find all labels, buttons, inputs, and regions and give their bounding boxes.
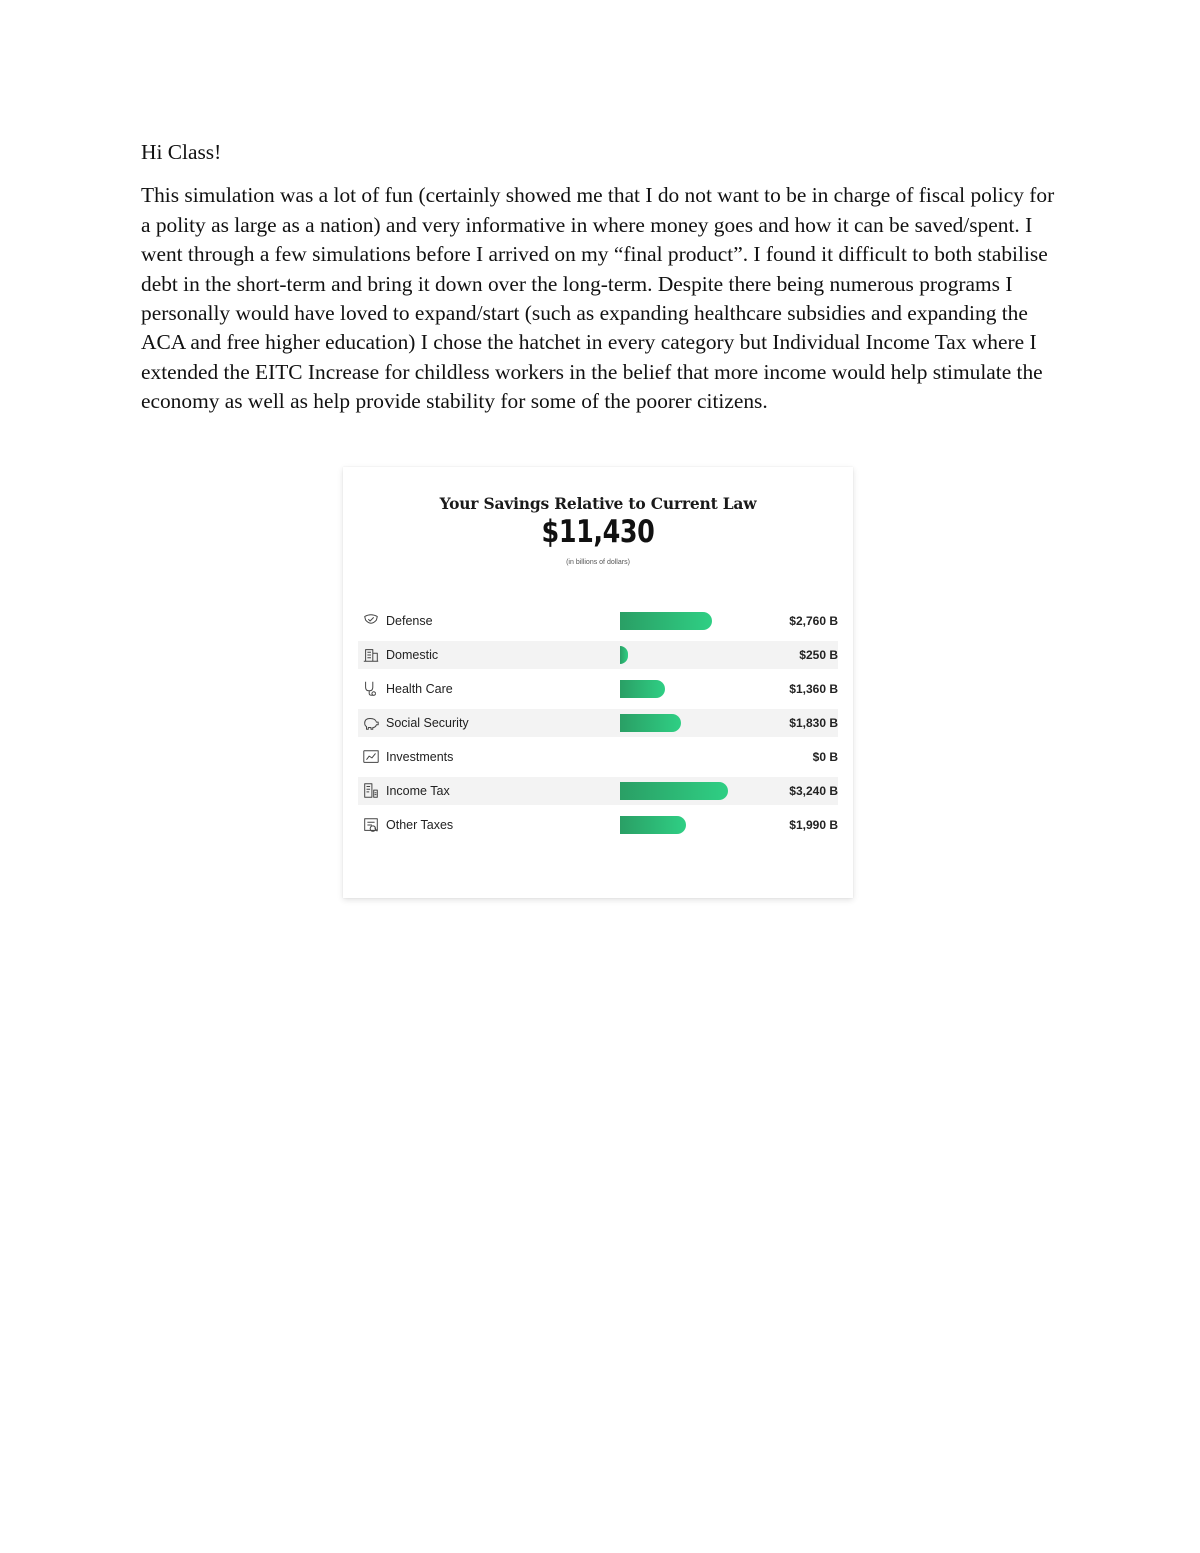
value-label: $0 B [812, 750, 838, 764]
savings-bar [620, 680, 665, 698]
value-label: $1,830 B [789, 716, 838, 730]
figure-title: Your Savings Relative to Current Law [439, 494, 757, 513]
unit-note: (in billions of dollars) [566, 559, 630, 566]
value-label: $250 B [799, 648, 838, 662]
chart-row [358, 641, 838, 669]
chart-row [358, 811, 838, 839]
savings-total: $11,430 [541, 514, 655, 550]
bar-track [620, 714, 740, 732]
category-label: Domestic [386, 648, 439, 662]
shield-icon [361, 612, 381, 630]
category-label: Health Care [386, 682, 453, 696]
savings-bar [620, 782, 728, 800]
category-label: Defense [386, 614, 433, 628]
document-body [141, 138, 1066, 417]
savings-bar [620, 816, 686, 834]
chart-icon [361, 748, 381, 766]
savings-bar-chart [358, 607, 838, 845]
chart-row [358, 675, 838, 703]
category-label: Income Tax [386, 784, 450, 798]
category-label: Social Security [386, 716, 469, 730]
chart-row [358, 743, 838, 771]
receipt-icon [361, 816, 381, 834]
value-label: $1,360 B [789, 682, 838, 696]
building-icon [361, 646, 381, 664]
category-label: Investments [386, 750, 454, 764]
value-label: $3,240 B [789, 784, 838, 798]
stethoscope-icon [361, 680, 381, 698]
chart-row [358, 777, 838, 805]
savings-figure [343, 467, 853, 898]
bar-track [620, 612, 740, 630]
category-label: Other Taxes [386, 818, 454, 832]
body-paragraph: This simulation was a lot of fun (certainly showed me that I do not want to be in charge of fiscal policy for a polity as large as a nation) and very informative in where money goes and how it can be saved/spent. I went through a few simulations before I arrived on my “final product”. I found it difficult to both stabilise debt in the short-term and bring it down over the long-term. Despite there being numerous programs I personally would have loved to expand/start (such as expanding healthcare subsidies and expanding the ACA and free higher education) I chose the hatchet in every category but Individual Income Tax where I extended the EITC Increase for childless workers in the belief that more income would help stimulate the economy as well as help provide stability for some of the poorer citizens. [141, 183, 1055, 414]
value-label: $2,760 B [789, 614, 838, 628]
savings-bar [620, 612, 712, 630]
chart-row [358, 709, 838, 737]
bar-track [620, 748, 740, 766]
greeting: Hi Class! [141, 140, 222, 164]
bar-track [620, 646, 740, 664]
bar-track [620, 816, 740, 834]
piggy-bank-icon [361, 714, 381, 732]
savings-bar [620, 646, 628, 664]
bar-track [620, 782, 740, 800]
value-label: $1,990 B [789, 818, 838, 832]
chart-row [358, 607, 838, 635]
tax-form-icon [361, 782, 381, 800]
savings-bar [620, 714, 681, 732]
bar-track [620, 680, 740, 698]
